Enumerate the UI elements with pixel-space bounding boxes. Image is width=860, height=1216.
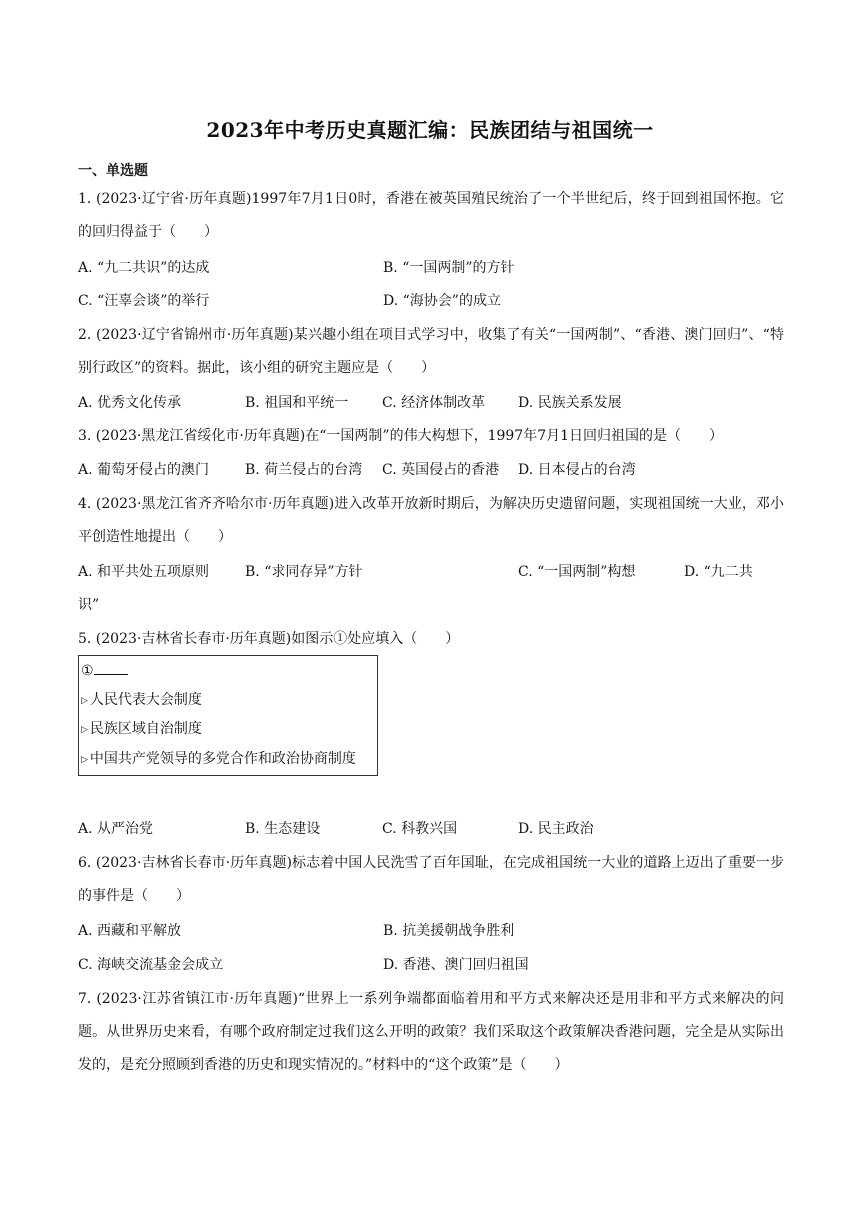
option-d: D. 日本侵占的台湾 bbox=[518, 462, 636, 478]
question-6-stem: 6. (2023·吉林省长春市·历年真题)标志着中国人民洗雪了百年国耻，在完成祖国统一大业的道路上迈出了重要一步的事件是（ ） bbox=[78, 855, 784, 904]
question-6-options-row2 bbox=[78, 955, 784, 975]
option-a: A. 从严治党 bbox=[78, 821, 154, 837]
triangle-bullet-icon: ▷ bbox=[81, 696, 88, 706]
option-b: B. “求同存异”方针 bbox=[245, 564, 363, 580]
option-c: C. “一国两制”构想 bbox=[518, 564, 636, 580]
question-5-stem: 5. (2023·吉林省长春市·历年真题)如图示①处应填入（ ） bbox=[78, 631, 460, 647]
option-b: B. 抗美援朝战争胜利 bbox=[383, 923, 515, 939]
box-header bbox=[81, 660, 128, 679]
question-4-stem: 4. (2023·黑龙江省齐齐哈尔市·历年真题)进入改革开放新时期后，为解决历史遗留问题，实现祖国统一大业，邓小平创造性地提出（ ） bbox=[78, 496, 784, 545]
option-a: A. 优秀文化传承 bbox=[78, 395, 182, 411]
question-2-stem: 2. (2023·辽宁省锦州市·历年真题)某兴趣小组在项目式学习中，收集了有关“一国两制”、“香港、澳门回归”、“特别行政区”的资料。据此，该小组的研究主题应是（ ） bbox=[78, 327, 784, 376]
triangle-bullet-icon: ▷ bbox=[81, 755, 88, 765]
box-item-text: 民族区域自治制度 bbox=[89, 721, 202, 737]
option-a: A. 葡萄牙侵占的澳门 bbox=[78, 462, 210, 478]
question-4-options bbox=[78, 562, 784, 582]
option-a: A. “九二共识”的达成 bbox=[78, 260, 210, 276]
question-1-options-row2 bbox=[78, 291, 784, 311]
question-2-options bbox=[78, 393, 784, 413]
circled-number-1: ① bbox=[81, 663, 94, 679]
option-b: B. 祖国和平统一 bbox=[245, 395, 349, 411]
question-1-stem: 1. (2023·辽宁省·历年真题)1997年7月1日0时，香港在被英国殖民统治了一个半世纪后，终于回到祖国怀抱。它的回归得益于（ ） bbox=[78, 191, 784, 240]
box-item bbox=[81, 718, 202, 738]
question-1-options bbox=[78, 258, 784, 278]
option-c: C. 经济体制改革 bbox=[382, 395, 486, 411]
option-c: C. 英国侵占的香港 bbox=[382, 462, 500, 478]
option-d: D. “海协会”的成立 bbox=[383, 293, 501, 309]
box-item bbox=[81, 748, 356, 768]
option-d: D. “九二共 bbox=[684, 564, 753, 580]
option-d: D. 民族关系发展 bbox=[518, 395, 622, 411]
section-heading: 一、单选题 bbox=[78, 163, 148, 179]
triangle-bullet-icon: ▷ bbox=[81, 725, 88, 735]
option-d: D. 香港、澳门回归祖国 bbox=[383, 957, 529, 973]
option-c: C. 海峡交流基金会成立 bbox=[78, 957, 224, 973]
answer-blank bbox=[94, 660, 128, 675]
box-item-text: 人民代表大会制度 bbox=[89, 692, 202, 708]
option-d-continuation: 识” bbox=[78, 597, 100, 613]
document-title: 2023年中考历史真题汇编：民族团结与祖国统一 bbox=[206, 118, 654, 142]
question-7-stem: 7. (2023·江苏省镇江市·历年真题)“世界上一系列争端都面临着用和平方式来解决还是用非和平方式来解决的问题。从世界历史来看，有哪个政府制定过我们这么开明的政策？我们采取这个政策解决香港问题，完全是从实际出发的，是充分照顾到香港的历史和现实情况的。”材料中的“这个政策”是（ ） bbox=[78, 991, 784, 1073]
question-3-stem: 3. (2023·黑龙江省绥化市·历年真题)在“一国两制”的伟大构想下，1997年7月1日回归祖国的是（ ） bbox=[78, 428, 724, 444]
question-5-diagram-box bbox=[78, 655, 378, 776]
box-item-text: 中国共产党领导的多党合作和政治协商制度 bbox=[89, 751, 356, 767]
box-item bbox=[81, 689, 202, 709]
option-d: D. 民主政治 bbox=[518, 821, 594, 837]
option-b: B. “一国两制”的方针 bbox=[383, 260, 515, 276]
option-c: C. “汪辜会谈”的举行 bbox=[78, 293, 210, 309]
option-b: B. 荷兰侵占的台湾 bbox=[245, 462, 363, 478]
option-c: C. 科教兴国 bbox=[382, 821, 458, 837]
option-a: A. 和平共处五项原则 bbox=[78, 564, 210, 580]
question-5-options bbox=[78, 819, 784, 839]
question-6-options bbox=[78, 921, 784, 941]
question-3-options bbox=[78, 460, 784, 480]
question-4-option-d-wrap bbox=[78, 595, 784, 615]
option-a: A. 西藏和平解放 bbox=[78, 923, 182, 939]
option-b: B. 生态建设 bbox=[245, 821, 321, 837]
